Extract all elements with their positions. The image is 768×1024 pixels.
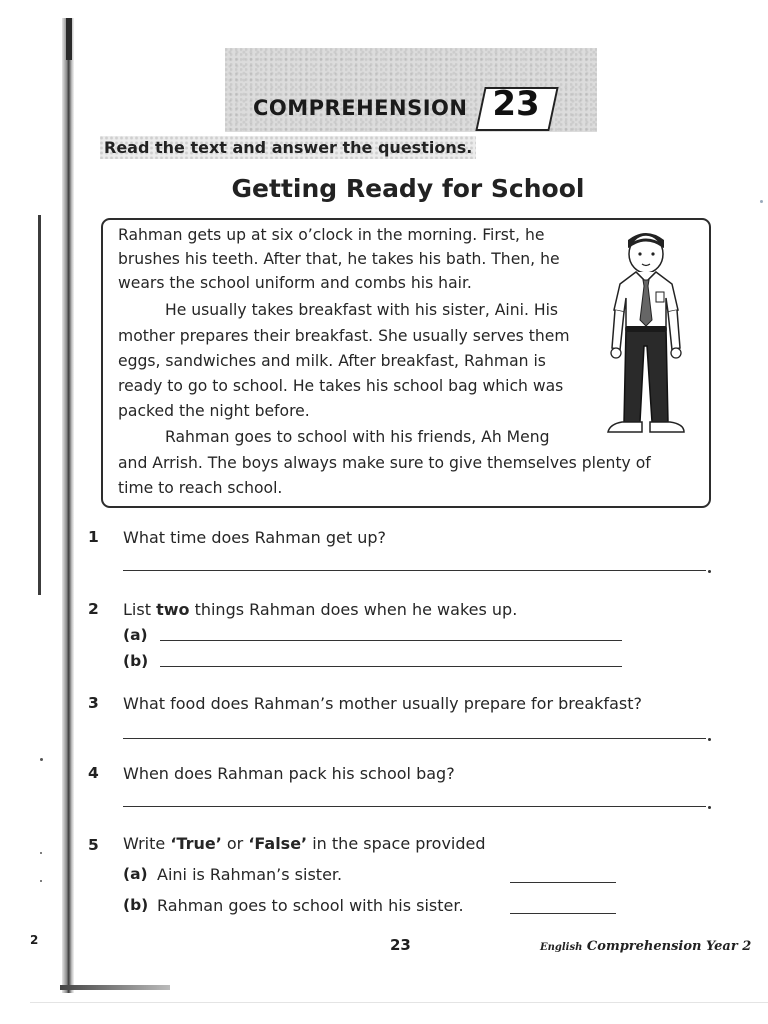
true-false-answer-line[interactable] <box>510 882 616 883</box>
comprehension-number: 23 <box>492 84 540 124</box>
question-number: 2 <box>88 600 99 618</box>
page-binding-edge <box>62 18 74 993</box>
sub-question-label: (a) <box>123 626 148 644</box>
answer-line[interactable] <box>123 738 706 739</box>
answer-line[interactable] <box>123 570 706 571</box>
sub-question-label: (b) <box>123 652 149 670</box>
binding-shadow <box>66 18 72 60</box>
answer-line[interactable] <box>123 806 706 807</box>
question-text: When does Rahman pack his school bag? <box>123 764 455 783</box>
page-number: 23 <box>390 936 411 954</box>
question-text: Write ‘True’ or ‘False’ in the space provided <box>123 834 486 853</box>
book-title: English Comprehension Year 2 <box>540 939 752 954</box>
sub-question-label: (a) <box>123 865 148 883</box>
story-line: ready to go to school. He takes his school bag which was <box>118 377 564 395</box>
question-text: List two things Rahman does when he wakes up. <box>123 600 518 619</box>
question-number: 1 <box>88 528 99 546</box>
story-line: brushes his teeth. After that, he takes his bath. Then, he <box>118 250 560 268</box>
story-line: mother prepares their breakfast. She usually serves them <box>118 327 570 345</box>
scan-speck <box>40 880 42 882</box>
answer-line[interactable] <box>160 640 622 641</box>
question-text: What food does Rahman’s mother usually prepare for breakfast? <box>123 694 642 713</box>
scan-speck <box>40 758 43 761</box>
side-page-number: 2 <box>30 933 39 947</box>
schoolboy-illustration <box>598 226 694 440</box>
answer-line-dot <box>708 738 711 741</box>
answer-line-dot <box>708 570 711 573</box>
story-line: eggs, sandwiches and milk. After breakfast, Rahman is <box>118 352 546 370</box>
statement-text: Aini is Rahman’s sister. <box>157 865 343 884</box>
answer-line-dot <box>708 806 711 809</box>
story-line: He usually takes breakfast with his sister, Aini. His <box>165 301 559 319</box>
statement-text: Rahman goes to school with his sister. <box>157 896 464 915</box>
true-false-answer-line[interactable] <box>510 913 616 914</box>
sub-question-label: (b) <box>123 896 149 914</box>
question-number: 4 <box>88 764 99 782</box>
story-line: packed the night before. <box>118 402 310 420</box>
story-line: wears the school uniform and combs his hair. <box>118 274 472 292</box>
comprehension-label: COMPREHENSION <box>253 96 468 120</box>
instruction-text: Read the text and answer the questions. <box>100 136 476 159</box>
story-line: time to reach school. <box>118 479 283 497</box>
story-line: and Arrish. The boys always make sure to give themselves plenty of <box>118 454 651 472</box>
scan-speck <box>40 852 42 854</box>
question-text: What time does Rahman get up? <box>123 528 387 547</box>
page-bottom-edge <box>30 1002 768 1003</box>
binding-bottom-shadow <box>60 985 170 990</box>
question-number: 3 <box>88 694 99 712</box>
story-line: Rahman goes to school with his friends, Ah Meng <box>165 428 550 446</box>
story-line: Rahman gets up at six o’clock in the morning. First, he <box>118 226 545 244</box>
margin-line <box>38 215 41 595</box>
story-title: Getting Ready for School <box>231 174 585 203</box>
question-number: 5 <box>88 836 99 854</box>
answer-line[interactable] <box>160 666 622 667</box>
